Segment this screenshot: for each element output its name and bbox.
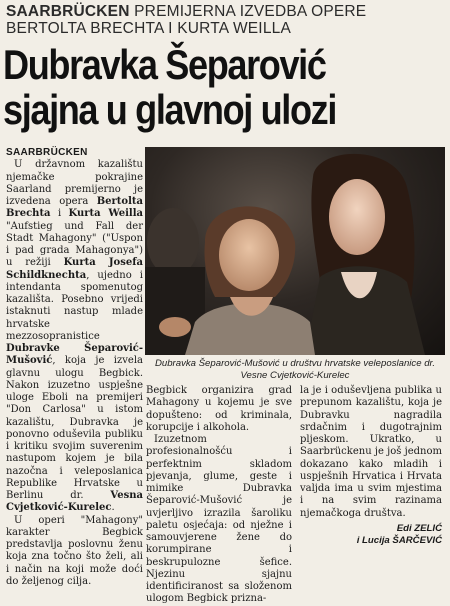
bold-name-run: Kurta Josefa Schildknechta: [6, 257, 143, 281]
kicker: [6, 3, 446, 37]
text-run: "Aufstieg und Fall der Stadt Mahagony" ("Uspon i pad grada Mahagonya") u režiji: [6, 220, 143, 269]
article-paragraph-3-continued: la je i oduševljena publika u prepunom kazalištu, koja je Dubravku nagradila srdačnim i dugotrajnim pljeskom. Ukratko, u Saarbrückenu je još jednom dokazano kako mladih i uspješnih Hrvatica i Hrvata valjda ima u svim mjestima i na svim razinama njemačkoga društva.: [300, 385, 442, 519]
article-paragraph-3: Izuzetnom profesionalnošću i perfektnim skladom pjevanja, glume, geste i mimike Dubravka Šeparović-Mušović je uvjerljivo izrazila šaroliku paletu osjećaja: od nježne i samouvjerene žene do korumpirane i beskrupulozne šefice. Njezinu sjajnu identificiranost sa složenom ulogom Begbick prizna-: [146, 434, 292, 605]
text-run: , ujedno i intendanta spomenutog kazališta. Posebno vrijedi istaknuti nastup mlade hrvatske mezzosopranistice: [6, 269, 143, 342]
article-paragraph-2-continued: Begbick organizira grad Mahagony u kojemu je sve dopušteno: od kriminala, korupcije i alkohola.: [146, 385, 292, 433]
article-photo: [145, 147, 445, 355]
headline: [3, 42, 387, 132]
photo-illustration: [145, 147, 445, 355]
byline-author-2: i Lucija ŠARČEVIĆ: [356, 534, 442, 546]
headline-line-2: sjajna u glavnoj ulozi: [3, 86, 336, 133]
text-run: .: [111, 502, 115, 514]
byline: [300, 523, 442, 547]
kicker-line-1-text: PREMIJERNA IZVEDBA OPERE: [134, 3, 367, 20]
article-column-right: [300, 385, 442, 547]
text-run: , koja je izvela glavnu ulogu Begbick. Nakon izuzetno uspješne uloge Eboli na premijeri "Don Carlosa" u istom kazalištu, Dubravka je ponovno oduševila publiku i kritiku svojim suverenim nastupom kojem je bila nazočna i veleposlanica Republike Hrvatske u Berlinu dr.: [6, 355, 143, 501]
article-column-middle: [146, 385, 292, 606]
photo-caption: Dubravka Šeparović-Mušović u društvu hrvatske veleposlanice dr. Vesne Cvjetković-Kurelec: [154, 358, 436, 381]
article-column-left: [6, 147, 143, 588]
dateline: SAARBRÜCKEN: [6, 147, 88, 158]
bold-name-run: Dubravke Šeparović-Mušović: [6, 343, 143, 367]
byline-author-1: Edi ZELIĆ: [396, 522, 442, 534]
kicker-location: SAARBRÜCKEN: [6, 3, 130, 20]
article-paragraph-2: U operi "Mahagony" karakter Begbick predstavlja poslovnu ženu koja zna točno što želi, ali i način na koji može doći do željenog cilja.: [6, 514, 143, 587]
bold-name-run: Kurta Weilla: [68, 208, 143, 220]
bold-name-run: Vesna Cvjetković-Kurelec: [6, 490, 143, 514]
text-run: U državnom kazalištu njemačke pokrajine Saarland premijerno je izvedena opera: [6, 159, 143, 207]
text-run: i: [50, 208, 69, 220]
headline-line-1: Dubravka Šeparović: [3, 41, 326, 88]
bold-name-run: Bertolta Brechta: [6, 196, 143, 220]
kicker-line-2: BERTOLTA BRECHTA I KURTA WEILLA: [6, 20, 291, 37]
kicker-line-1: [6, 3, 446, 20]
article-paragraph-1: [6, 159, 143, 514]
